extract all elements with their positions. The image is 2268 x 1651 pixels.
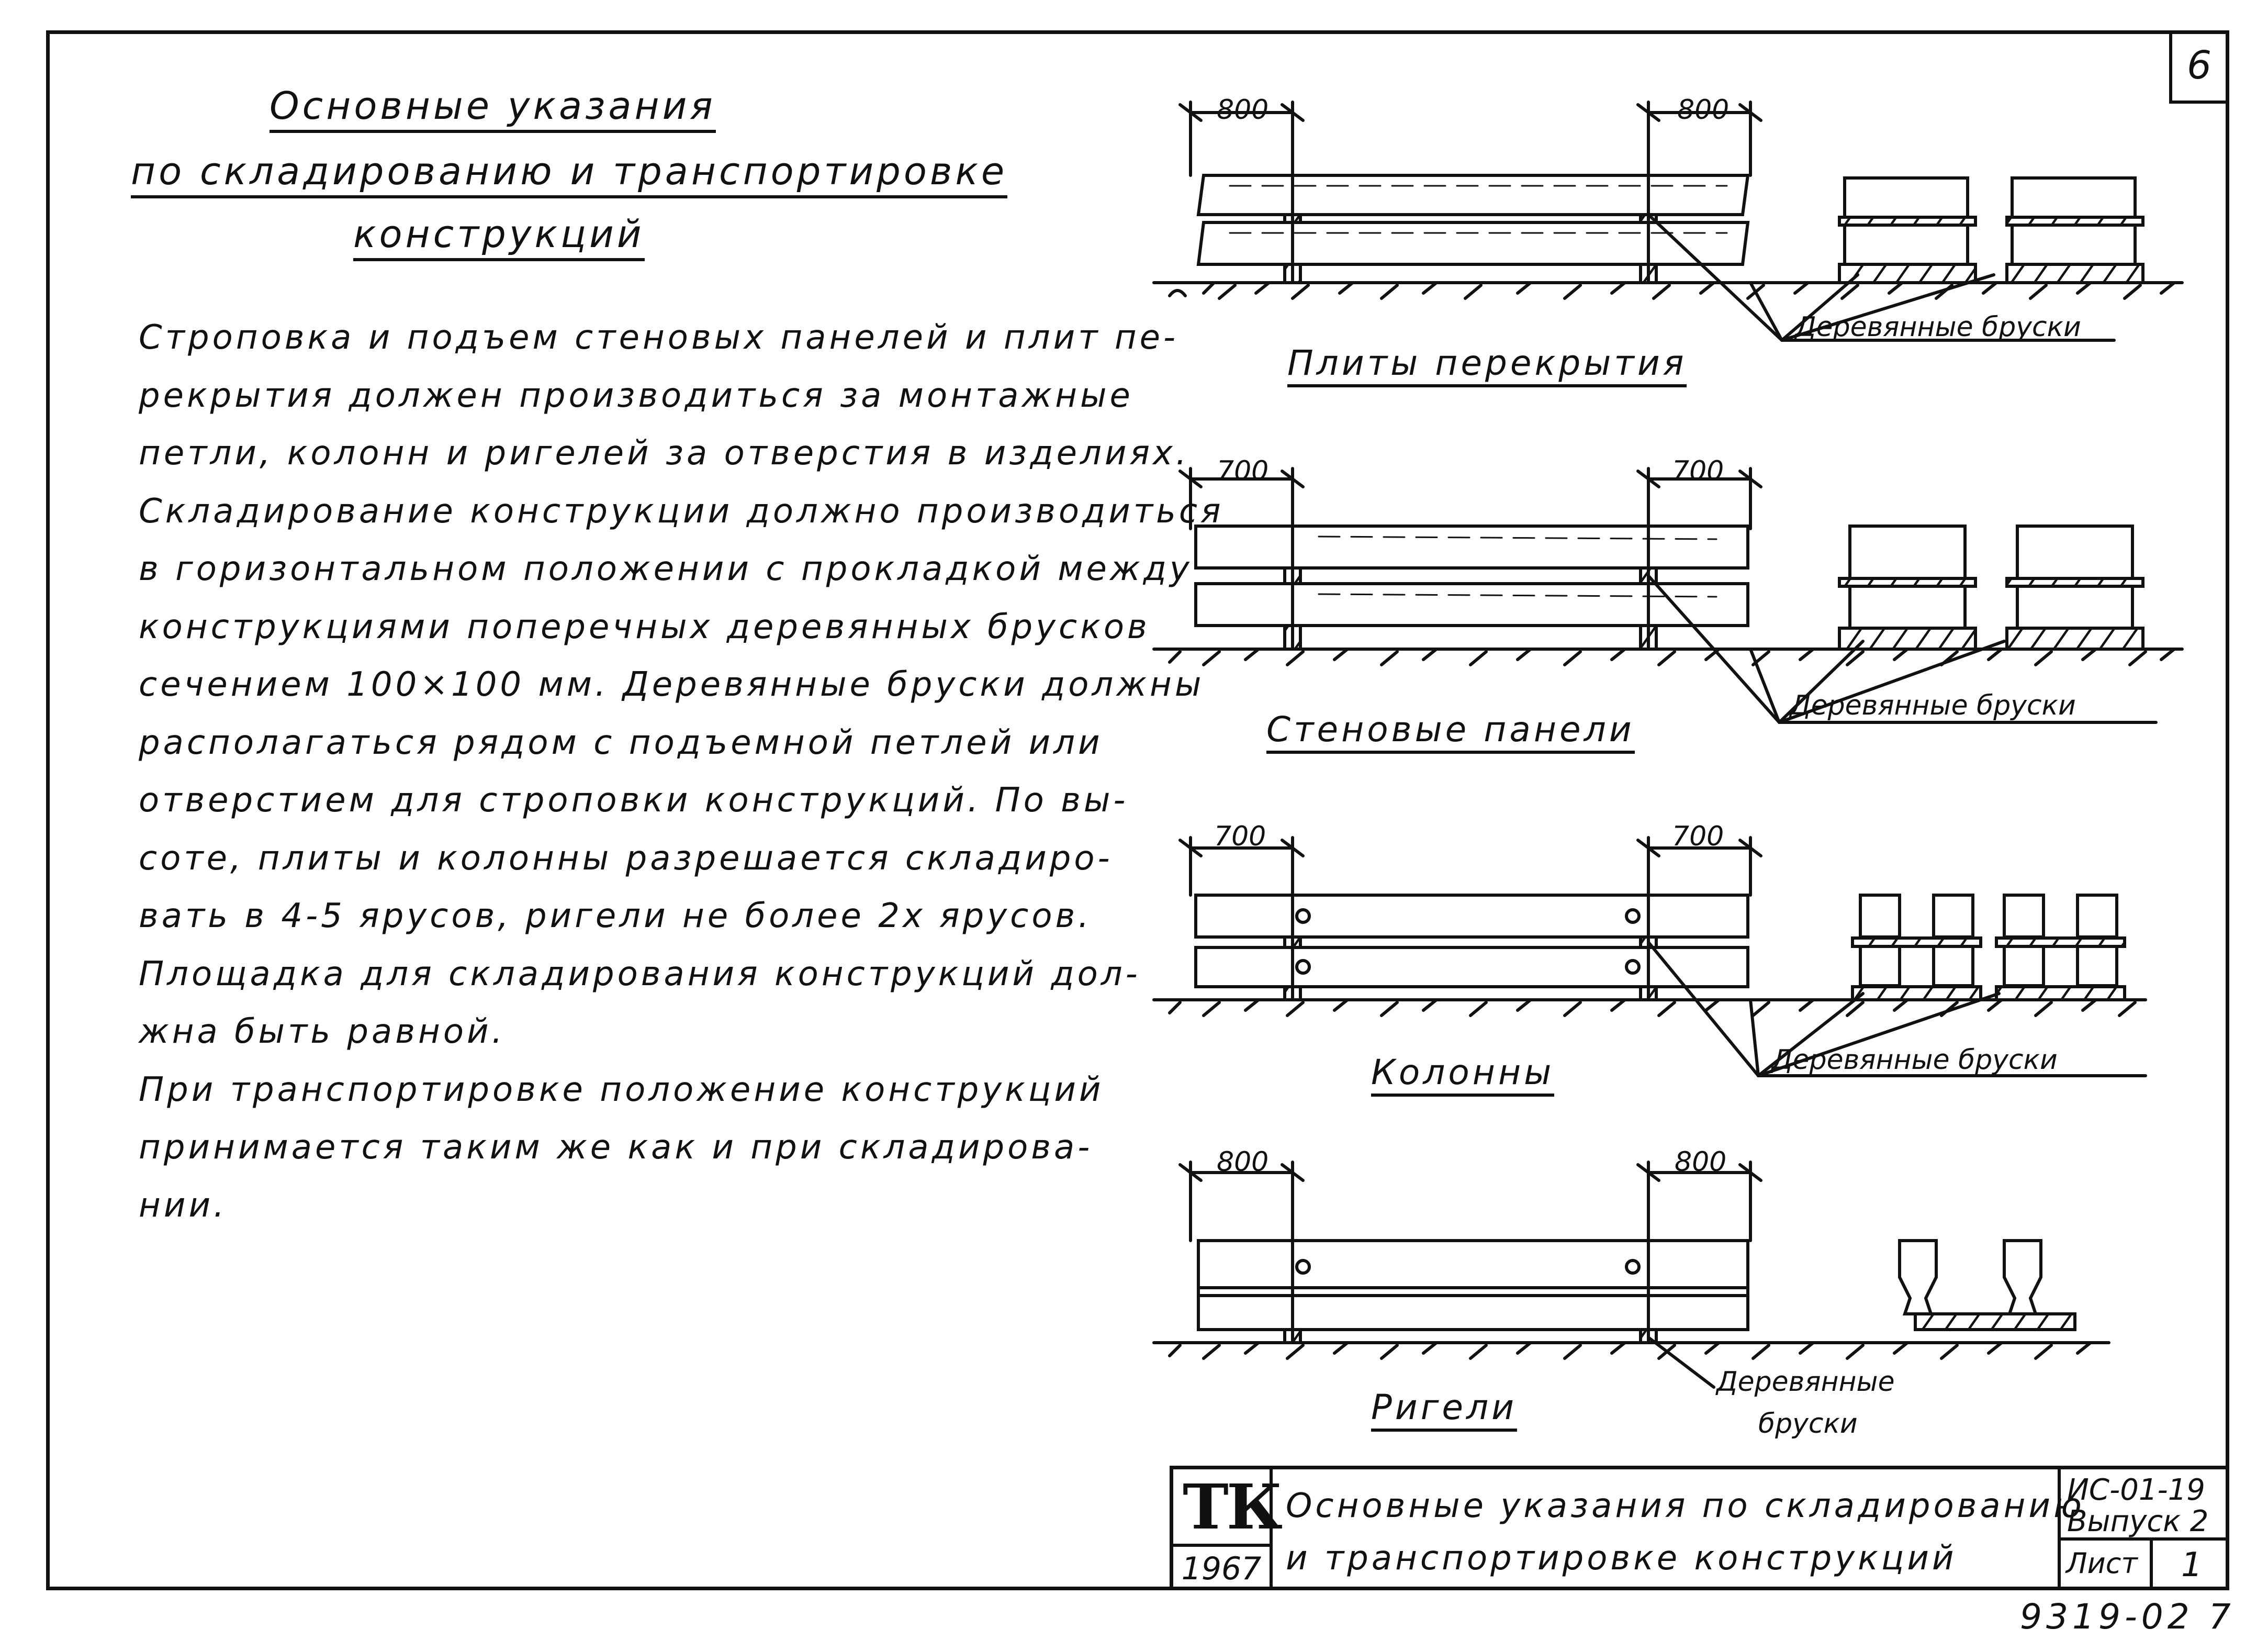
text-line: вать в 4-5 ярусов, ригели не более 2х ярусов. bbox=[139, 897, 1092, 935]
text-line: петли, колонн и ригелей за отверстия в изделиях. bbox=[139, 434, 1190, 473]
slabs-caption: Плиты перекрытия bbox=[1287, 343, 1687, 387]
title-block bbox=[1170, 1466, 2229, 1590]
wall-panels-dim-left: 700 bbox=[1217, 455, 1269, 487]
text-line: Складирование конструкции должно производиться bbox=[139, 492, 1224, 531]
beams-dim-right: 800 bbox=[1675, 1146, 1727, 1178]
document-code bbox=[2067, 1475, 2208, 1537]
text-line: сечением 100×100 мм. Деревянные бруски должны bbox=[139, 665, 1205, 704]
columns-caption: Колонны bbox=[1371, 1052, 1554, 1097]
beams-dim-left: 800 bbox=[1217, 1146, 1269, 1178]
text-line: Строповка и подъем стеновых панелей и плит пе- bbox=[139, 318, 1179, 357]
wall-panels-caption: Стеновые панели bbox=[1266, 709, 1635, 754]
beams-caption: Ригели bbox=[1371, 1387, 1517, 1432]
slabs-dim-left: 800 bbox=[1217, 94, 1269, 126]
title-block-title bbox=[1286, 1480, 2085, 1585]
slabs-dim-right: 800 bbox=[1677, 94, 1730, 126]
archive-number: 9319-02 7 bbox=[2020, 1597, 2235, 1637]
text-line: Площадка для складирования конструкций дол- bbox=[139, 954, 1141, 994]
issue-number: Выпуск 2 bbox=[2067, 1504, 2209, 1538]
beams-bars-label-1: Деревянные bbox=[1716, 1366, 1895, 1398]
tk-year: 1967 bbox=[1173, 1544, 1270, 1591]
sheet-label: Лист bbox=[2066, 1547, 2138, 1580]
text-line: рекрытия должен производиться за монтажные bbox=[139, 376, 1133, 415]
title-line-3: конструкций bbox=[353, 212, 645, 261]
wall-panels-bars-label: Деревянные бруски bbox=[1790, 690, 2076, 721]
wall-panels-dim-right: 700 bbox=[1672, 455, 1724, 487]
title-block-right bbox=[2058, 1469, 2229, 1590]
text-line: жна быть равной. bbox=[139, 1012, 506, 1051]
slabs-bars-label: Деревянные бруски bbox=[1795, 311, 2081, 343]
text-line: принимается таким же как и при складирова- bbox=[139, 1128, 1093, 1167]
title-block-line-2: и транспортировке конструкций bbox=[1286, 1539, 1957, 1578]
tk-logo bbox=[1173, 1469, 1281, 1590]
columns-dim-left: 700 bbox=[1214, 821, 1266, 852]
slabs-drawing bbox=[1154, 102, 2182, 340]
title-line-1: Основные указания bbox=[270, 84, 716, 133]
text-line: располагаться рядом с подъемной петлей или bbox=[139, 723, 1103, 762]
sheet-cell bbox=[2061, 1537, 2229, 1590]
text-line: конструкциями поперечных деревянных брусков bbox=[139, 607, 1150, 646]
tk-logo-text: ТК bbox=[1183, 1470, 1281, 1543]
wall-panels-drawing bbox=[1154, 468, 2182, 722]
title-line-2: по складированию и транспортировке bbox=[131, 149, 1007, 198]
text-line: отверстием для строповки конструкций. По вы- bbox=[139, 781, 1129, 820]
sheet-divider bbox=[2150, 1541, 2153, 1590]
columns-drawing bbox=[1154, 838, 2146, 1076]
title-block-line-1: Основные указания по складированию bbox=[1286, 1487, 2085, 1525]
page-number: 6 bbox=[2169, 30, 2229, 104]
series-code: ИС-01-19 bbox=[2067, 1473, 2205, 1507]
text-line: в горизонтальном положении с прокладкой между bbox=[139, 550, 1193, 588]
text-line: При транспортировке положение конструкций bbox=[139, 1070, 1104, 1109]
text-line: нии. bbox=[139, 1186, 228, 1225]
columns-dim-right: 700 bbox=[1672, 821, 1724, 852]
text-line: соте, плиты и колонны разрешается складиро- bbox=[139, 839, 1113, 878]
beams-bars-label-2: бруски bbox=[1758, 1408, 1858, 1440]
beams-drawing bbox=[1154, 1162, 2109, 1387]
columns-bars-label: Деревянные бруски bbox=[1771, 1044, 2058, 1076]
sheet-number: 1 bbox=[2181, 1546, 2203, 1585]
